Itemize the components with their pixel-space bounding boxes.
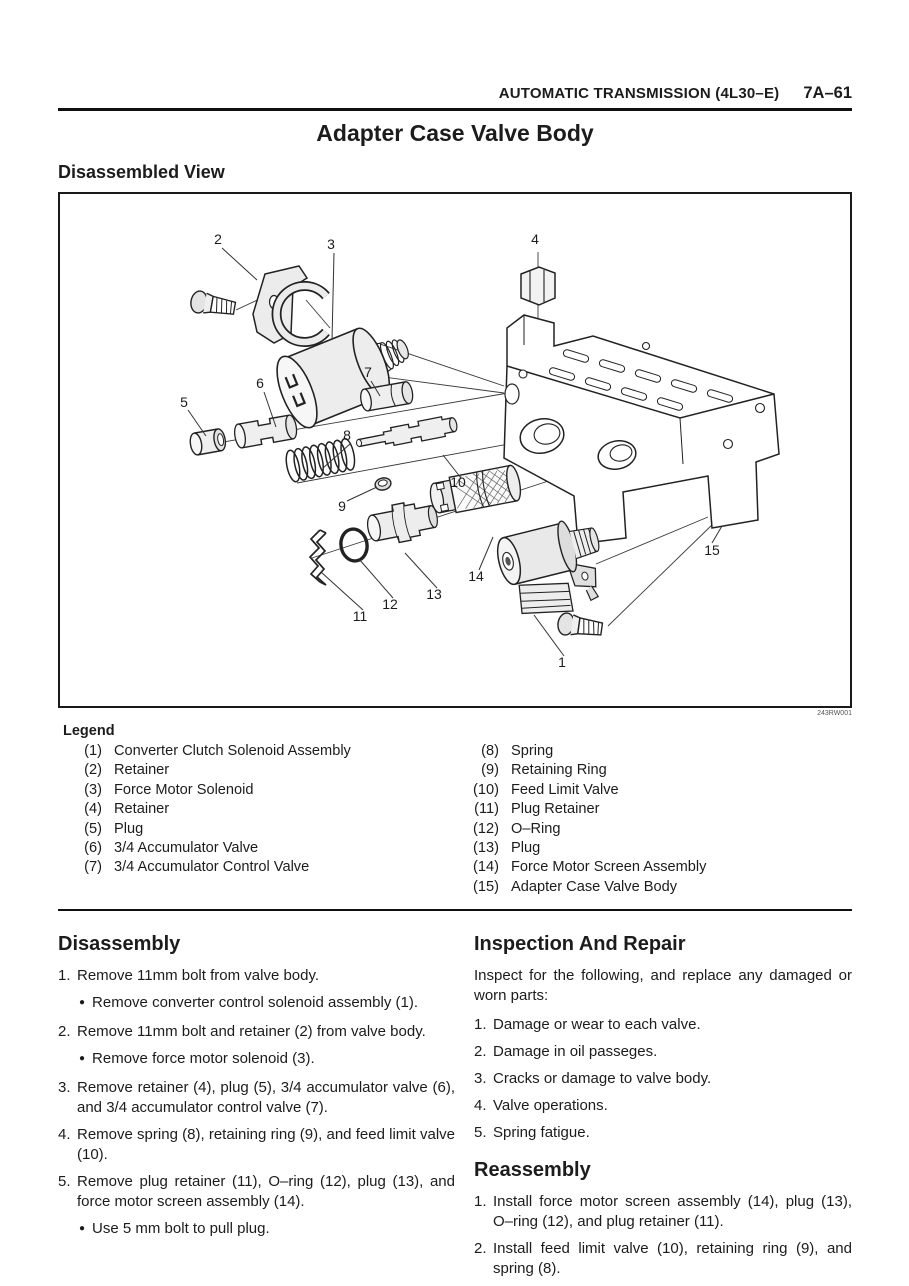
bullet-icon (79, 1049, 92, 1071)
legend-item-number: (6) (84, 840, 102, 857)
disassembly-step (58, 1022, 455, 1042)
step-number: 5. (474, 1124, 487, 1142)
legend-item-label: Spring (511, 743, 554, 759)
substep-text: Remove force motor solenoid (3). (92, 1050, 315, 1068)
step-text: Remove spring (8), retaining ring (9), and feed limit valve (10). (77, 1126, 455, 1164)
legend-item-number: (2) (84, 762, 102, 779)
legend-item-label: Plug Retainer (511, 801, 600, 818)
legend-item-label: Force Motor Screen Assembly (511, 859, 707, 876)
callout-10: 10 (450, 474, 466, 490)
step-number: 2. (474, 1043, 487, 1061)
callout-3: 3 (327, 236, 335, 252)
step-text: Install feed limit valve (10), retaining ring (9), and spring (8). (493, 1240, 852, 1278)
legend-item (455, 878, 852, 897)
legend-item-number: (11) (474, 801, 499, 818)
legend-item-number: (10) (473, 781, 499, 798)
inspection-reassembly-column (474, 917, 852, 1286)
reassembly-step (474, 1239, 852, 1279)
part-force-motor-screen (428, 464, 523, 517)
section-divider (58, 909, 852, 911)
part-o-ring (338, 527, 369, 563)
legend-item (58, 761, 455, 780)
part-plug-5 (189, 428, 227, 456)
legend-item-number: (5) (84, 820, 102, 837)
legend-item-label: Force Motor Solenoid (114, 781, 254, 798)
step-number: 3. (58, 1079, 71, 1097)
legend-item-label: Retainer (114, 801, 170, 818)
part-feed-limit-valve (355, 414, 459, 453)
bullet-icon (79, 993, 92, 1015)
disassembly-step (58, 1125, 455, 1165)
inspection-step (474, 1015, 852, 1035)
callout-4: 4 (531, 231, 539, 247)
page-number: 7A–61 (803, 84, 852, 102)
callout-11: 11 (352, 608, 368, 624)
inspection-intro: Inspect for the following, and replace any damaged or worn parts: (474, 967, 852, 1005)
step-text: Cracks or damage to valve body. (493, 1070, 712, 1088)
legend-item-number: (15) (473, 878, 499, 895)
bolt-icon (557, 612, 604, 640)
step-text: Damage in oil passeges. (493, 1043, 658, 1061)
legend-item (58, 781, 455, 800)
legend-heading: Legend (63, 723, 115, 739)
legend-item (455, 742, 852, 761)
callout-1: 1 (558, 654, 566, 670)
legend-item-label: 3/4 Accumulator Valve (114, 840, 259, 857)
reassembly-heading: Reassembly (474, 1159, 591, 1182)
legend-item-number: (7) (84, 859, 102, 876)
legend-item (58, 858, 455, 877)
part-accumulator-valve (233, 414, 298, 448)
step-number: 3. (474, 1070, 487, 1088)
callout-8: 8 (343, 427, 351, 443)
inspection-step (474, 1096, 852, 1116)
inspection-step (474, 1069, 852, 1089)
exploded-view-figure (58, 192, 852, 708)
disassembly-heading: Disassembly (58, 933, 181, 956)
legend-column-right (455, 742, 852, 897)
legend-item-label: 3/4 Accumulator Control Valve (114, 859, 310, 876)
inspection-heading: Inspection And Repair (474, 933, 686, 956)
disassembly-step (58, 1078, 455, 1118)
disassembly-step (58, 966, 455, 986)
part-spring (284, 437, 357, 482)
substep-text: Use 5 mm bolt to pull plug. (92, 1220, 270, 1238)
legend-item-number: (8) (481, 743, 499, 759)
legend-item-number: (9) (481, 762, 499, 779)
step-text: Remove retainer (4), plug (5), 3/4 accumulator valve (6), and 3/4 accumulator control valve (7). (77, 1079, 455, 1117)
callout-14: 14 (468, 568, 484, 584)
substep-text: Remove converter control solenoid assembly (1). (92, 994, 419, 1012)
legend-item (455, 781, 852, 800)
legend-item-label: Plug (511, 840, 541, 857)
step-number: 1. (58, 967, 71, 985)
callout-7: 7 (364, 364, 372, 380)
callout-15: 15 (704, 542, 720, 558)
legend-item (455, 820, 852, 839)
disassembly-substep (79, 1049, 455, 1071)
legend-item-number: (14) (473, 859, 499, 876)
legend-item (58, 742, 455, 761)
disassembly-section (58, 917, 455, 1286)
step-number: 2. (474, 1240, 487, 1258)
legend-item-label: Retaining Ring (511, 762, 607, 779)
legend-item-number: (1) (84, 743, 102, 759)
callout-13: 13 (426, 586, 442, 602)
part-plug-13 (364, 497, 440, 548)
legend-item (455, 839, 852, 858)
step-number: 2. (58, 1023, 71, 1041)
legend-item-label: Feed Limit Valve (511, 781, 619, 798)
legend-item-number: (3) (84, 781, 102, 798)
legend-item (455, 800, 852, 819)
exploded-view-diagram (60, 194, 850, 706)
step-number: 4. (58, 1126, 71, 1144)
figure-code: 243RW001 (817, 710, 852, 717)
legend-column-left (58, 742, 455, 897)
legend-item-label: Adapter Case Valve Body (511, 878, 678, 895)
part-retaining-ring (374, 476, 392, 491)
header-section-title: AUTOMATIC TRANSMISSION (4L30–E) (498, 85, 780, 102)
inspection-step (474, 1042, 852, 1062)
callout-2: 2 (214, 231, 222, 247)
step-text: Valve operations. (493, 1097, 608, 1115)
disassembly-substep (79, 993, 455, 1015)
page-header (58, 84, 852, 111)
reassembly-step (474, 1192, 852, 1232)
legend-item (455, 858, 852, 877)
legend-item-label: O–Ring (511, 820, 561, 837)
page-title: Adapter Case Valve Body (316, 120, 594, 146)
legend-item (58, 800, 455, 819)
legend-item-label: Plug (114, 820, 144, 837)
callout-5: 5 (180, 394, 188, 410)
step-text: Spring fatigue. (493, 1124, 590, 1142)
disassembled-view-heading: Disassembled View (58, 162, 225, 182)
step-text: Install force motor screen assembly (14), plug (13), O–ring (12), and plug retainer (11). (493, 1193, 852, 1231)
legend-item-label: Converter Clutch Solenoid Assembly (114, 743, 351, 759)
disassembly-step (58, 1172, 455, 1212)
part-adapter-case-valve-body (504, 315, 779, 544)
legend-item-label: Retainer (114, 762, 170, 779)
step-text: Remove plug retainer (11), O–ring (12), plug (13), and force motor screen assembly (14). (77, 1173, 455, 1211)
legend-item-number: (4) (84, 801, 102, 818)
bullet-icon (79, 1219, 92, 1241)
step-number: 5. (58, 1173, 71, 1191)
step-number: 1. (474, 1193, 487, 1211)
step-number: 4. (474, 1097, 487, 1115)
legend-item (58, 820, 455, 839)
callout-12: 12 (382, 596, 398, 612)
inspection-step (474, 1123, 852, 1143)
callout-9: 9 (338, 498, 346, 514)
legend-item (58, 839, 455, 858)
bolt-icon (189, 290, 236, 319)
disassembly-substep (79, 1219, 455, 1241)
step-text: Remove 11mm bolt from valve body. (77, 967, 320, 985)
callout-6: 6 (256, 375, 264, 391)
legend-item-number: (12) (473, 820, 499, 837)
part-retainer-4 (521, 267, 555, 305)
legend-item-number: (13) (473, 840, 499, 857)
step-text: Remove 11mm bolt and retainer (2) from valve body. (77, 1023, 426, 1041)
part-retainer-2 (253, 266, 326, 343)
step-text: Damage or wear to each valve. (493, 1016, 701, 1034)
legend-item (455, 761, 852, 780)
step-number: 1. (474, 1016, 487, 1034)
legend (58, 723, 852, 897)
